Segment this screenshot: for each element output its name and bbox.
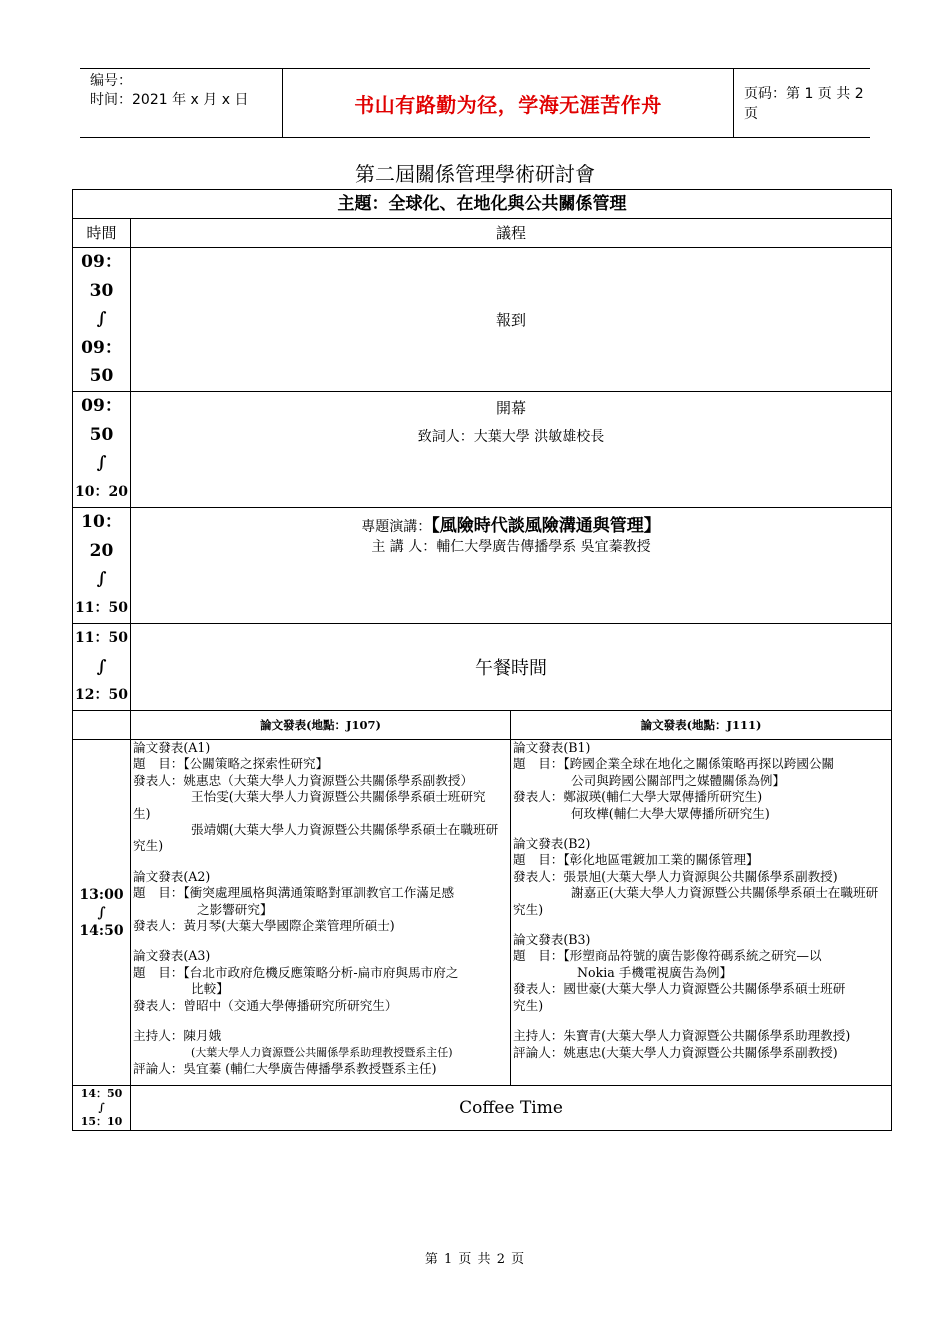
time-line: ∫	[96, 656, 107, 677]
time-line: 14：50	[80, 1087, 123, 1100]
motto-text: 书山有路勤为径，学海无涯苦作舟	[354, 92, 662, 117]
session-b-location: 論文發表(地點：J111)	[511, 711, 892, 740]
session-heading: 論文發表(A2)	[133, 868, 211, 884]
lunch-cell: 午餐時間	[131, 624, 892, 711]
time-line: 11：50	[75, 630, 128, 646]
paper-presenter: 何玫樺(輔仁大學大眾傳播所研究生)	[571, 805, 770, 821]
time-line: ∫	[98, 1101, 105, 1114]
paper-presenter: 發表人：曾昭中（交通大學傳播研究所研究生）	[133, 997, 398, 1013]
paper-presenter: 發表人：鄭淑瑛(輔仁大學大眾傳播所研究生)	[513, 789, 763, 805]
time-line: 20	[89, 540, 114, 561]
agenda-column-header: 議程	[131, 219, 892, 248]
session-heading: 論文發表(B1)	[513, 740, 591, 755]
header-motto-cell	[282, 69, 734, 137]
header-meta	[80, 69, 282, 137]
keynote-topic: 【風險時代談風險溝通與管理】	[431, 516, 661, 536]
paper-presenter: 究生)	[513, 901, 544, 917]
paper-presenter: 發表人：國世豪(大葉大學人力資源暨公共關係學系碩士班研	[513, 981, 846, 997]
session-discussant: 評論人：吳宜蓁 (輔仁大學廣告傳播學系教授暨系主任)	[133, 1060, 437, 1076]
time-line: 14:50	[79, 922, 124, 939]
document-title: 第二屆關係管理學術研討會	[355, 162, 595, 186]
time-line: 15：10	[80, 1115, 123, 1128]
document-number-label: 编号：	[90, 73, 132, 89]
page-info: 页码：第 1 页 共 2 页	[744, 86, 864, 122]
agenda-row-registration	[73, 248, 892, 392]
time-cell	[73, 508, 131, 624]
opening-title: 開幕	[496, 399, 527, 417]
time-cell	[73, 624, 131, 711]
paper-title: 題 目：【形塑商品符號的廣告影像符碼系統之研究—以	[513, 948, 822, 964]
session-chair: 主持人：陳月娥	[133, 1028, 222, 1044]
paper-presenter: 究生)	[133, 838, 164, 854]
paper-title: 題 目：【彰化地區電鍍加工業的關係管理】	[513, 852, 759, 868]
session-heading: 論文發表(A3)	[133, 948, 211, 964]
paper-title: 公司與跨國公關部門之媒體關係為例】	[571, 772, 786, 788]
time-line: 13:00	[79, 886, 124, 903]
paper-title: 之影響研究】	[197, 901, 273, 917]
paper-presenter: 發表人：張景旭(大葉大學人力資源與公共關係學系副教授)	[513, 868, 838, 884]
header-page-cell	[734, 69, 870, 137]
time-line: ∫	[97, 904, 106, 921]
time-cell	[73, 392, 131, 508]
time-cell	[73, 1086, 131, 1131]
paper-presenter: 究生)	[513, 997, 544, 1013]
paper-presenter: 發表人：姚惠忠（大葉大學人力資源暨公共關係學系副教授）	[133, 772, 474, 788]
time-line: 09：	[81, 396, 122, 416]
paper-presenter: 生)	[133, 805, 151, 821]
time-line: ∫	[96, 309, 107, 330]
time-line: 10：20	[75, 483, 128, 500]
paper-title: Nokia 手機電視廣告為例】	[577, 964, 733, 980]
session-location-row	[73, 711, 892, 740]
time-line: 50	[89, 424, 114, 445]
time-line: 11：50	[75, 599, 128, 616]
time-line: 12：50	[75, 687, 128, 704]
time-line: 09：	[81, 252, 122, 272]
paper-presenter: 王怡雯(大葉大學人力資源暨公共關係學系碩士班研究	[191, 789, 486, 805]
paper-presenter: 謝嘉正(大葉大學人力資源暨公共關係學系碩士在職班研	[571, 885, 879, 901]
session-heading: 論文發表(A1)	[133, 740, 211, 755]
coffee-cell: Coffee Time	[131, 1086, 892, 1131]
session-chair-affiliation: (大葉大學人力資源暨公共關係學系助理教授暨系主任)	[191, 1045, 453, 1059]
paper-title: 題 目：【公關策略之探索性研究】	[133, 756, 329, 772]
blank-time-cell	[73, 711, 131, 740]
session-a-location: 論文發表(地點：J107)	[131, 711, 511, 740]
theme-row: 主題：全球化、在地化與公共關係管理	[73, 190, 892, 219]
time-column-header: 時間	[73, 219, 131, 248]
paper-presenter: 發表人：黃月琴(大葉大學國際企業管理所碩士)	[133, 918, 395, 934]
document-date: 时间：2021 年 x 月 x 日	[90, 92, 249, 108]
registration-cell: 報到	[131, 248, 892, 392]
time-cell	[73, 740, 131, 1086]
opening-speaker: 致詞人：大葉大學 洪敏雄校長	[417, 429, 605, 445]
session-heading: 論文發表(B3)	[513, 932, 591, 948]
paper-title: 題 目：【台北市政府危機反應策略分析-扁市府與馬市府之	[133, 964, 459, 980]
agenda-table	[72, 189, 892, 1131]
time-line: ∫	[96, 569, 107, 590]
keynote-speaker: 主 講 人：輔仁大學廣告傳播學系 吳宜蓁教授	[371, 539, 651, 555]
paper-presenter: 張靖嫻(大葉大學人力資源暨公共關係學系碩士在職班研	[191, 822, 499, 838]
page-header	[80, 68, 870, 138]
time-line: 10：	[81, 512, 122, 532]
agenda-row-opening	[73, 392, 892, 508]
keynote-cell	[131, 508, 892, 624]
agenda-row-paper-sessions	[73, 740, 892, 1086]
agenda-row-lunch	[73, 624, 892, 711]
page-footer: 第 1 页 共 2 页	[424, 1252, 526, 1267]
session-discussant: 評論人：姚惠忠(大葉大學人力資源暨公共關係學系副教授)	[513, 1044, 838, 1060]
time-line: 30	[89, 280, 114, 301]
agenda-row-coffee	[73, 1086, 892, 1131]
paper-title: 比較】	[191, 981, 229, 997]
time-cell	[73, 248, 131, 392]
session-a-cell	[131, 740, 511, 1086]
keynote-label: 專題演講：	[361, 519, 432, 535]
session-chair: 主持人：朱寶青(大葉大學人力資源暨公共關係學系助理教授)	[513, 1028, 851, 1044]
opening-cell	[131, 392, 892, 508]
time-line: 09：	[81, 337, 122, 358]
session-b-cell	[511, 740, 892, 1086]
time-line: ∫	[96, 453, 107, 474]
session-heading: 論文發表(B2)	[513, 836, 591, 852]
time-line: 50	[89, 366, 114, 387]
agenda-row-keynote	[73, 508, 892, 624]
paper-title: 題 目：【跨國企業全球在地化之關係策略再探以跨國公關	[513, 756, 835, 772]
paper-title: 題 目：【衝突處理風格與溝通策略對軍訓教官工作滿足感	[133, 885, 455, 901]
